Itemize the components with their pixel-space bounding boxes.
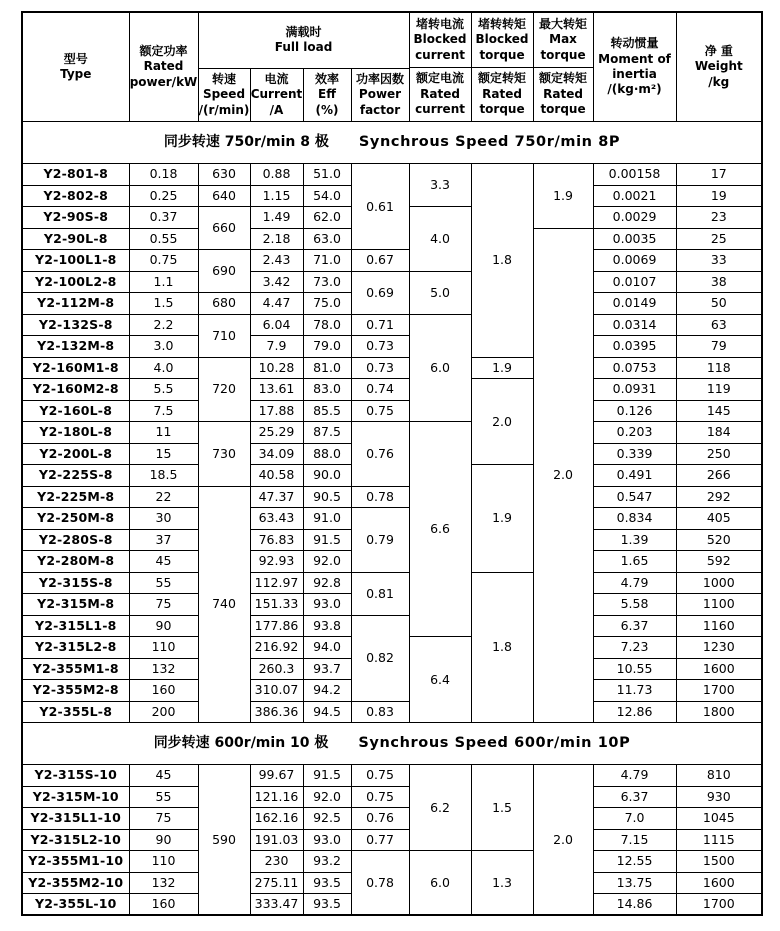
cell-speed: 710	[198, 314, 250, 357]
cell-type: Y2-802-8	[22, 185, 129, 207]
cell-bc: 6.4	[409, 637, 471, 723]
cell-power: 1.5	[129, 293, 198, 315]
cell-power: 45	[129, 765, 198, 787]
cell-weight: 63	[676, 314, 762, 336]
cell-eff: 93.5	[303, 894, 351, 916]
cell-current: 6.04	[250, 314, 303, 336]
cell-type: Y2-801-8	[22, 164, 129, 186]
section-header-row	[22, 122, 762, 164]
header-max-torque-ratio	[533, 12, 593, 122]
cell-inertia: 4.79	[593, 765, 676, 787]
cell-inertia: 0.0753	[593, 357, 676, 379]
table-row	[22, 486, 762, 508]
cell-pf: 0.76	[351, 808, 409, 830]
cell-current: 17.88	[250, 400, 303, 422]
table-row	[22, 164, 762, 186]
cell-eff: 62.0	[303, 207, 351, 229]
cell-weight: 184	[676, 422, 762, 444]
cell-bc: 6.6	[409, 422, 471, 637]
cell-inertia: 0.491	[593, 465, 676, 487]
cell-inertia: 6.37	[593, 615, 676, 637]
cell-inertia: 0.0069	[593, 250, 676, 272]
cell-type: Y2-160M1-8	[22, 357, 129, 379]
header-type	[22, 12, 129, 122]
header-blocked-current-ratio	[409, 12, 471, 122]
cell-inertia: 0.0149	[593, 293, 676, 315]
cell-eff: 94.2	[303, 680, 351, 702]
cell-weight: 810	[676, 765, 762, 787]
cell-power: 11	[129, 422, 198, 444]
cell-type: Y2-315S-8	[22, 572, 129, 594]
cell-current: 112.97	[250, 572, 303, 594]
cell-current: 63.43	[250, 508, 303, 530]
table-row	[22, 336, 762, 358]
section-title-en: Synchrous Speed 600r/min 10P	[358, 734, 631, 751]
cell-inertia: 7.15	[593, 829, 676, 851]
cell-inertia: 1.65	[593, 551, 676, 573]
cell-power: 45	[129, 551, 198, 573]
header-full-load: 满载时 Full load	[198, 12, 409, 68]
cell-power: 75	[129, 808, 198, 830]
cell-weight: 118	[676, 357, 762, 379]
cell-power: 200	[129, 701, 198, 723]
cell-weight: 520	[676, 529, 762, 551]
cell-power: 160	[129, 894, 198, 916]
cell-type: Y2-315L2-10	[22, 829, 129, 851]
cell-inertia: 4.79	[593, 572, 676, 594]
cell-bc: 6.0	[409, 851, 471, 916]
header-rated-torque-2: 额定转矩 Rated torque	[539, 71, 588, 117]
cell-eff: 94.0	[303, 637, 351, 659]
cell-inertia: 7.23	[593, 637, 676, 659]
table-row	[22, 379, 762, 401]
table-row	[22, 357, 762, 379]
cell-weight: 405	[676, 508, 762, 530]
cell-type: Y2-280S-8	[22, 529, 129, 551]
cell-bt: 1.3	[471, 851, 533, 916]
cell-current: 3.42	[250, 271, 303, 293]
header-moment-of-inertia: 转动惯量 Moment of inertia /(kg·m²)	[593, 12, 676, 122]
cell-pf: 0.78	[351, 486, 409, 508]
cell-power: 4.0	[129, 357, 198, 379]
cell-pf: 0.74	[351, 379, 409, 401]
cell-eff: 78.0	[303, 314, 351, 336]
cell-power: 3.0	[129, 336, 198, 358]
cell-current: 275.11	[250, 872, 303, 894]
cell-pf: 0.76	[351, 422, 409, 487]
cell-pf: 0.75	[351, 765, 409, 787]
cell-eff: 90.5	[303, 486, 351, 508]
cell-eff: 93.7	[303, 658, 351, 680]
cell-pf: 0.67	[351, 250, 409, 272]
cell-pf: 0.73	[351, 357, 409, 379]
cell-speed: 590	[198, 765, 250, 916]
cell-current: 10.28	[250, 357, 303, 379]
table-row	[22, 701, 762, 723]
cell-weight: 1700	[676, 894, 762, 916]
cell-power: 55	[129, 572, 198, 594]
cell-bt: 1.8	[471, 164, 533, 358]
cell-type: Y2-355M2-10	[22, 872, 129, 894]
table-row	[22, 422, 762, 444]
cell-bc: 6.2	[409, 765, 471, 851]
cell-power: 5.5	[129, 379, 198, 401]
cell-current: 40.58	[250, 465, 303, 487]
spec-table	[21, 11, 763, 916]
cell-type: Y2-225S-8	[22, 465, 129, 487]
cell-power: 132	[129, 658, 198, 680]
cell-current: 121.16	[250, 786, 303, 808]
cell-inertia: 7.0	[593, 808, 676, 830]
cell-power: 37	[129, 529, 198, 551]
table-row	[22, 765, 762, 787]
cell-weight: 38	[676, 271, 762, 293]
cell-inertia: 6.37	[593, 786, 676, 808]
cell-current: 1.49	[250, 207, 303, 229]
cell-eff: 91.0	[303, 508, 351, 530]
header-blocked-torque-ratio	[471, 12, 533, 122]
cell-bt: 1.8	[471, 572, 533, 723]
table-row	[22, 508, 762, 530]
cell-mt: 1.9	[533, 164, 593, 229]
cell-power: 0.75	[129, 250, 198, 272]
cell-type: Y2-355L-10	[22, 894, 129, 916]
cell-bt: 2.0	[471, 379, 533, 465]
cell-inertia: 14.86	[593, 894, 676, 916]
cell-eff: 93.2	[303, 851, 351, 873]
cell-eff: 54.0	[303, 185, 351, 207]
cell-speed: 740	[198, 486, 250, 723]
cell-type: Y2-112M-8	[22, 293, 129, 315]
table-row	[22, 572, 762, 594]
cell-type: Y2-315S-10	[22, 765, 129, 787]
header-rated-torque-1: 额定转矩 Rated torque	[478, 71, 527, 117]
header-type-zh: 型号	[63, 51, 88, 66]
cell-pf: 0.75	[351, 400, 409, 422]
cell-inertia: 1.39	[593, 529, 676, 551]
header-blocked-torque: 堵转转矩 Blocked torque	[472, 13, 533, 68]
cell-weight: 19	[676, 185, 762, 207]
cell-type: Y2-250M-8	[22, 508, 129, 530]
cell-weight: 1000	[676, 572, 762, 594]
cell-current: 151.33	[250, 594, 303, 616]
cell-eff: 94.5	[303, 701, 351, 723]
table-row	[22, 250, 762, 272]
cell-power: 15	[129, 443, 198, 465]
cell-type: Y2-132M-8	[22, 336, 129, 358]
cell-power: 0.55	[129, 228, 198, 250]
table-row	[22, 615, 762, 637]
cell-type: Y2-315L2-8	[22, 637, 129, 659]
cell-bt: 1.9	[471, 465, 533, 573]
cell-inertia: 0.0021	[593, 185, 676, 207]
cell-inertia: 0.0107	[593, 271, 676, 293]
cell-current: 1.15	[250, 185, 303, 207]
cell-eff: 73.0	[303, 271, 351, 293]
cell-eff: 81.0	[303, 357, 351, 379]
cell-current: 2.43	[250, 250, 303, 272]
cell-eff: 79.0	[303, 336, 351, 358]
cell-type: Y2-180L-8	[22, 422, 129, 444]
cell-weight: 17	[676, 164, 762, 186]
cell-eff: 83.0	[303, 379, 351, 401]
cell-type: Y2-355L-8	[22, 701, 129, 723]
cell-current: 2.18	[250, 228, 303, 250]
cell-eff: 92.8	[303, 572, 351, 594]
cell-bt: 1.5	[471, 765, 533, 851]
cell-eff: 85.5	[303, 400, 351, 422]
cell-eff: 93.5	[303, 872, 351, 894]
cell-weight: 145	[676, 400, 762, 422]
cell-power: 0.25	[129, 185, 198, 207]
cell-speed: 640	[198, 185, 250, 207]
table-row	[22, 271, 762, 293]
cell-power: 132	[129, 872, 198, 894]
cell-eff: 92.5	[303, 808, 351, 830]
cell-type: Y2-132S-8	[22, 314, 129, 336]
cell-power: 2.2	[129, 314, 198, 336]
cell-speed: 660	[198, 207, 250, 250]
cell-current: 76.83	[250, 529, 303, 551]
cell-type: Y2-160M2-8	[22, 379, 129, 401]
cell-bc: 5.0	[409, 271, 471, 314]
section-title	[22, 723, 762, 765]
cell-current: 25.29	[250, 422, 303, 444]
cell-power: 18.5	[129, 465, 198, 487]
cell-inertia: 10.55	[593, 658, 676, 680]
cell-pf: 0.71	[351, 314, 409, 336]
cell-bt: 1.9	[471, 357, 533, 379]
cell-type: Y2-225M-8	[22, 486, 129, 508]
cell-weight: 33	[676, 250, 762, 272]
cell-type: Y2-315M-10	[22, 786, 129, 808]
cell-inertia: 0.0029	[593, 207, 676, 229]
cell-speed: 630	[198, 164, 250, 186]
section-title-zh: 同步转速 600r/min 10 极	[153, 734, 329, 751]
cell-inertia: 5.58	[593, 594, 676, 616]
cell-inertia: 0.0314	[593, 314, 676, 336]
cell-pf: 0.79	[351, 508, 409, 573]
cell-inertia: 0.834	[593, 508, 676, 530]
cell-eff: 88.0	[303, 443, 351, 465]
cell-speed: 680	[198, 293, 250, 315]
cell-pf: 0.82	[351, 615, 409, 701]
cell-current: 177.86	[250, 615, 303, 637]
cell-power: 1.1	[129, 271, 198, 293]
cell-power: 0.18	[129, 164, 198, 186]
cell-inertia: 0.0931	[593, 379, 676, 401]
cell-pf: 0.77	[351, 829, 409, 851]
header-eff: 效率 Eff (%)	[303, 68, 351, 121]
cell-type: Y2-355M2-8	[22, 680, 129, 702]
cell-type: Y2-315M-8	[22, 594, 129, 616]
table-row	[22, 786, 762, 808]
cell-eff: 93.0	[303, 829, 351, 851]
cell-eff: 91.5	[303, 529, 351, 551]
cell-power: 160	[129, 680, 198, 702]
cell-type: Y2-315L1-8	[22, 615, 129, 637]
header-weight: 净 重 Weight /kg	[676, 12, 762, 122]
cell-eff: 92.0	[303, 786, 351, 808]
section-title-en: Synchrous Speed 750r/min 8P	[358, 133, 621, 150]
cell-current: 47.37	[250, 486, 303, 508]
cell-current: 386.36	[250, 701, 303, 723]
cell-weight: 1230	[676, 637, 762, 659]
cell-type: Y2-355M1-10	[22, 851, 129, 873]
cell-weight: 592	[676, 551, 762, 573]
cell-bc: 3.3	[409, 164, 471, 207]
cell-pf: 0.69	[351, 271, 409, 314]
cell-inertia: 0.0035	[593, 228, 676, 250]
cell-pf: 0.61	[351, 164, 409, 250]
cell-weight: 1045	[676, 808, 762, 830]
cell-eff: 92.0	[303, 551, 351, 573]
cell-weight: 1500	[676, 851, 762, 873]
cell-current: 4.47	[250, 293, 303, 315]
cell-bc: 6.0	[409, 314, 471, 422]
header-current: 电流 Current /A	[250, 68, 303, 121]
header-rated-power: 额定功率 Rated power/kW	[129, 12, 198, 122]
cell-pf: 0.83	[351, 701, 409, 723]
cell-inertia: 12.86	[593, 701, 676, 723]
cell-inertia: 0.203	[593, 422, 676, 444]
cell-power: 90	[129, 615, 198, 637]
table-body	[22, 122, 762, 916]
cell-type: Y2-280M-8	[22, 551, 129, 573]
cell-eff: 93.0	[303, 594, 351, 616]
cell-speed: 730	[198, 422, 250, 487]
cell-type: Y2-355M1-8	[22, 658, 129, 680]
cell-current: 230	[250, 851, 303, 873]
cell-eff: 90.0	[303, 465, 351, 487]
cell-eff: 71.0	[303, 250, 351, 272]
cell-current: 310.07	[250, 680, 303, 702]
cell-inertia: 11.73	[593, 680, 676, 702]
cell-current: 99.67	[250, 765, 303, 787]
table-row	[22, 314, 762, 336]
cell-power: 110	[129, 637, 198, 659]
cell-mt: 2.0	[533, 765, 593, 916]
table-row	[22, 808, 762, 830]
section-header-row	[22, 723, 762, 765]
cell-power: 0.37	[129, 207, 198, 229]
cell-power: 7.5	[129, 400, 198, 422]
cell-eff: 63.0	[303, 228, 351, 250]
cell-weight: 292	[676, 486, 762, 508]
cell-speed: 720	[198, 357, 250, 422]
cell-type: Y2-100L1-8	[22, 250, 129, 272]
cell-eff: 91.5	[303, 765, 351, 787]
cell-eff: 93.8	[303, 615, 351, 637]
cell-power: 75	[129, 594, 198, 616]
cell-current: 333.47	[250, 894, 303, 916]
cell-current: 13.61	[250, 379, 303, 401]
cell-type: Y2-200L-8	[22, 443, 129, 465]
cell-current: 260.3	[250, 658, 303, 680]
table-row	[22, 829, 762, 851]
cell-current: 92.93	[250, 551, 303, 573]
table-header	[22, 12, 762, 122]
cell-inertia: 0.339	[593, 443, 676, 465]
cell-pf: 0.73	[351, 336, 409, 358]
cell-power: 110	[129, 851, 198, 873]
cell-weight: 266	[676, 465, 762, 487]
section-title	[22, 122, 762, 164]
cell-weight: 25	[676, 228, 762, 250]
cell-type: Y2-160L-8	[22, 400, 129, 422]
cell-power: 90	[129, 829, 198, 851]
table-wrap	[21, 11, 763, 916]
header-type-en: Type	[60, 67, 92, 81]
cell-inertia: 0.126	[593, 400, 676, 422]
cell-inertia: 12.55	[593, 851, 676, 873]
cell-pf: 0.78	[351, 851, 409, 916]
cell-inertia: 13.75	[593, 872, 676, 894]
cell-type: Y2-315L1-10	[22, 808, 129, 830]
cell-type: Y2-90S-8	[22, 207, 129, 229]
cell-weight: 119	[676, 379, 762, 401]
section-title-zh: 同步转速 750r/min 8 极	[163, 133, 329, 150]
cell-weight: 1700	[676, 680, 762, 702]
cell-type: Y2-90L-8	[22, 228, 129, 250]
header-max-torque: 最大转矩 Max torque	[534, 13, 593, 68]
cell-weight: 1600	[676, 872, 762, 894]
cell-current: 191.03	[250, 829, 303, 851]
cell-power: 22	[129, 486, 198, 508]
cell-inertia: 0.00158	[593, 164, 676, 186]
cell-weight: 1160	[676, 615, 762, 637]
header-blocked-current: 堵转电流 Blocked current	[410, 13, 471, 68]
header-rated-current: 额定电流 Rated current	[415, 71, 465, 117]
cell-current: 0.88	[250, 164, 303, 186]
cell-weight: 930	[676, 786, 762, 808]
cell-eff: 87.5	[303, 422, 351, 444]
cell-current: 162.16	[250, 808, 303, 830]
cell-inertia: 0.0395	[593, 336, 676, 358]
cell-power: 30	[129, 508, 198, 530]
header-power-factor: 功率因数 Power factor	[351, 68, 409, 121]
cell-weight: 250	[676, 443, 762, 465]
cell-current: 216.92	[250, 637, 303, 659]
cell-weight: 1100	[676, 594, 762, 616]
cell-pf: 0.75	[351, 786, 409, 808]
cell-weight: 1115	[676, 829, 762, 851]
cell-weight: 50	[676, 293, 762, 315]
cell-mt: 2.0	[533, 228, 593, 723]
cell-weight: 1800	[676, 701, 762, 723]
cell-power: 55	[129, 786, 198, 808]
cell-speed: 690	[198, 250, 250, 293]
cell-weight: 79	[676, 336, 762, 358]
cell-weight: 1600	[676, 658, 762, 680]
cell-pf: 0.81	[351, 572, 409, 615]
cell-type: Y2-100L2-8	[22, 271, 129, 293]
cell-inertia: 0.547	[593, 486, 676, 508]
cell-bc: 4.0	[409, 207, 471, 272]
cell-weight: 23	[676, 207, 762, 229]
header-speed: 转速 Speed /(r/min)	[198, 68, 250, 121]
cell-current: 34.09	[250, 443, 303, 465]
table-row	[22, 400, 762, 422]
table-row	[22, 851, 762, 873]
cell-eff: 75.0	[303, 293, 351, 315]
cell-current: 7.9	[250, 336, 303, 358]
cell-eff: 51.0	[303, 164, 351, 186]
